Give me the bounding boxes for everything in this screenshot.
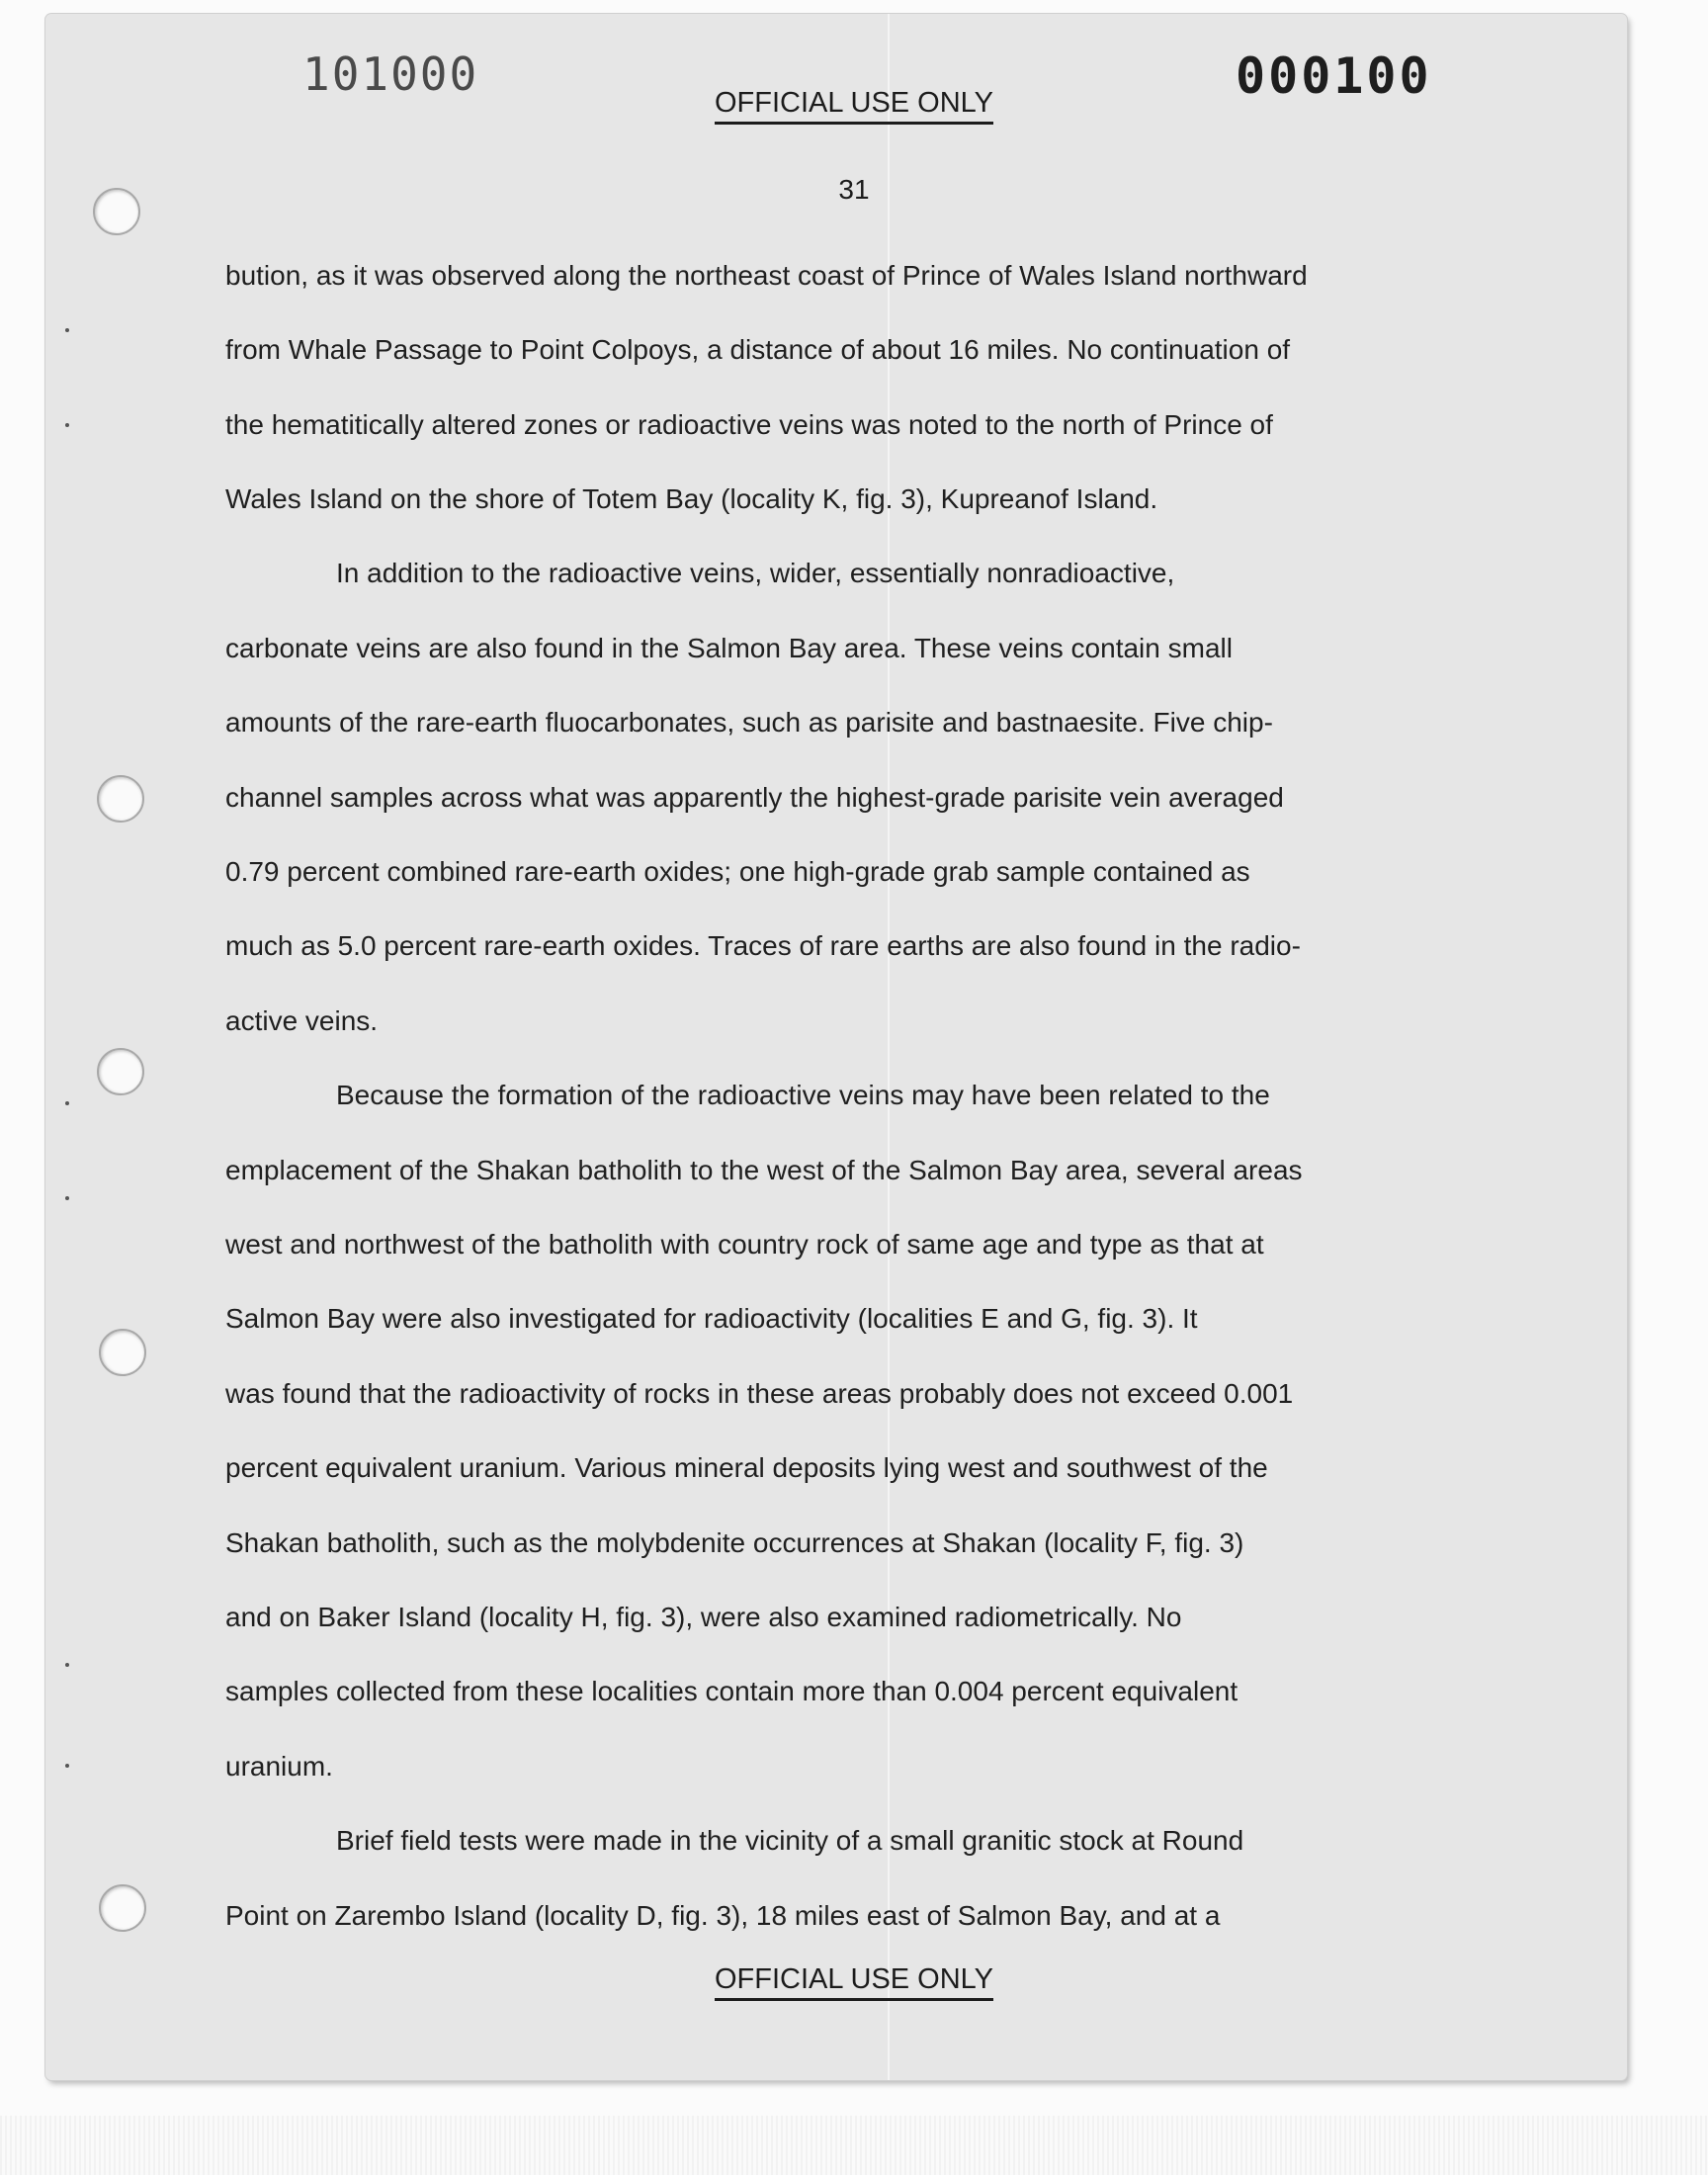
text-line: uranium. xyxy=(225,1751,333,1782)
classification-header-text: OFFICIAL USE ONLY xyxy=(715,87,993,125)
scan-speck xyxy=(65,1196,69,1200)
scan-speck xyxy=(65,328,69,332)
scan-edge-artifact xyxy=(0,2116,1708,2175)
punch-hole-icon xyxy=(99,1884,146,1932)
text-line: 0.79 percent combined rare-earth oxides; one high-grade grab sample contained as xyxy=(225,856,1250,887)
text-line: percent equivalent uranium. Various mineral deposits lying west and southwest of the xyxy=(225,1452,1268,1483)
text-line: samples collected from these localities contain more than 0.004 percent equivalent xyxy=(225,1676,1238,1706)
punch-hole-icon xyxy=(97,1048,144,1095)
text-line: Point on Zarembo Island (locality D, fig. 3), 18 miles east of Salmon Bay, and at a xyxy=(225,1900,1221,1931)
text-line: active veins. xyxy=(225,1005,379,1036)
text-line: carbonate veins are also found in the Salmon Bay area. These veins contain small xyxy=(225,633,1233,663)
classification-footer xyxy=(0,1963,1708,1996)
punch-hole-icon xyxy=(97,775,144,823)
stamp-number-right: 000100 xyxy=(1236,47,1432,105)
classification-header xyxy=(0,87,1708,120)
text-line: was found that the radioactivity of rocks in these areas probably does not exceed 0.001 xyxy=(225,1378,1294,1409)
text-line: Salmon Bay were also investigated for radioactivity (localities E and G, fig. 3). It xyxy=(225,1303,1198,1334)
scan-speck xyxy=(65,1663,69,1667)
text-line: from Whale Passage to Point Colpoys, a distance of about 16 miles. No continuation of xyxy=(225,334,1291,365)
punch-hole-icon xyxy=(99,1329,146,1376)
scan-speck xyxy=(65,1764,69,1768)
scan-speck xyxy=(65,423,69,427)
text-line: emplacement of the Shakan batholith to the west of the Salmon Bay area, several areas xyxy=(225,1155,1303,1185)
text-line: In addition to the radioactive veins, wider, essentially nonradioactive, xyxy=(336,558,1175,588)
text-line: channel samples across what was apparently the highest-grade parisite vein averaged xyxy=(225,782,1284,813)
page-number: 31 xyxy=(838,174,870,205)
text-line: Because the formation of the radioactive veins may have been related to the xyxy=(336,1080,1270,1110)
text-line: Shakan batholith, such as the molybdenite occurrences at Shakan (locality F, fig. 3) xyxy=(225,1527,1244,1558)
stamp-number-left: 101000 xyxy=(302,47,479,101)
text-line: Wales Island on the shore of Totem Bay (locality K, fig. 3), Kupreanof Island. xyxy=(225,483,1158,514)
text-line: amounts of the rare-earth fluocarbonates, such as parisite and bastnaesite. Five chip- xyxy=(225,707,1273,738)
text-line: much as 5.0 percent rare-earth oxides. Traces of rare earths are also found in the radio- xyxy=(225,930,1301,961)
text-line: Brief field tests were made in the vicinity of a small granitic stock at Round xyxy=(336,1825,1244,1856)
text-line: the hematitically altered zones or radioactive veins was noted to the north of Prince of xyxy=(225,409,1273,440)
text-line: west and northwest of the batholith with country rock of same age and type as that at xyxy=(225,1229,1264,1260)
classification-footer-text: OFFICIAL USE ONLY xyxy=(715,1963,993,2001)
text-line: and on Baker Island (locality H, fig. 3), were also examined radiometrically. No xyxy=(225,1602,1182,1632)
text-line: bution, as it was observed along the northeast coast of Prince of Wales Island northward xyxy=(225,260,1308,291)
scan-speck xyxy=(65,1101,69,1105)
